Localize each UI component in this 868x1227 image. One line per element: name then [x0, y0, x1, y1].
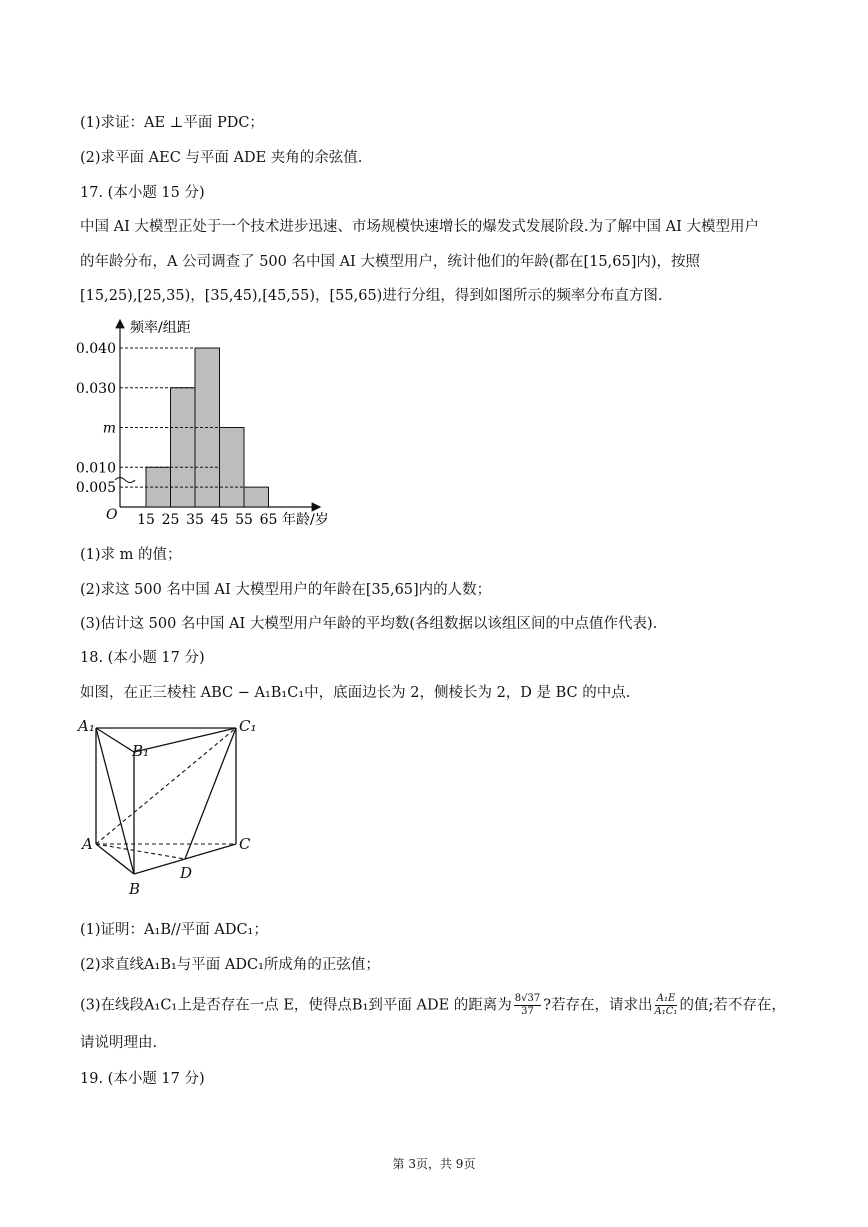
prism-svg: [76, 712, 266, 902]
label-a1: A₁: [78, 717, 95, 735]
q17-part2: (2)求这 500 名中国 AI 大模型用户的年龄在[35,65]内的人数；: [80, 582, 492, 598]
label-b: B: [129, 880, 141, 898]
q19-header: 19. (本小题 17 分): [80, 1071, 205, 1087]
page-footer: 第 3页，共 9页: [392, 1157, 476, 1171]
label-a: A: [82, 835, 93, 853]
axis-break-mark: [115, 478, 135, 483]
q18-part2: (2)求直线A₁B₁与平面 ADC₁所成角的正弦值；: [80, 957, 380, 973]
y-tick-label: 0.040: [75, 341, 116, 357]
y-tick-label: 0.005: [75, 480, 116, 497]
q18-part1: (1)证明：A₁B//平面 ADC₁；: [80, 922, 268, 938]
x-tick-label: 55: [235, 512, 253, 528]
frequency-histogram: [70, 312, 360, 532]
fraction-ratio: [655, 993, 678, 1018]
line-dc1: [185, 728, 236, 859]
fraction-distance: [514, 993, 541, 1018]
line-a1b: [96, 728, 134, 874]
x-tick-label: 65: [259, 512, 278, 528]
fraction-distance-denominator: 37: [521, 1006, 534, 1017]
prism-figure: [76, 712, 266, 902]
histogram-svg: [70, 312, 360, 532]
y-tick-label: 0.030: [75, 380, 116, 397]
y-tick-label: m: [102, 420, 116, 437]
q18-part3: [80, 993, 786, 1018]
q17-intro-line1: 中国 AI 大模型正处于一个技术进步迅速、市场规模快速增长的爆发式发展阶段.为了解中国 AI 大模型用户: [80, 219, 759, 235]
x-tick-label: 35: [186, 512, 204, 528]
label-b1: B₁: [132, 742, 150, 760]
q18-part3-line2: 请说明理由.: [80, 1035, 158, 1051]
q16-part2: (2)求平面 AEC 与平面 ADE 夹角的余弦值.: [80, 150, 363, 166]
label-c: C: [239, 835, 251, 853]
label-d: D: [180, 864, 193, 882]
q17-part1: (1)求 m 的值；: [80, 547, 182, 563]
fraction-ratio-denominator: A₁C₁: [654, 1006, 678, 1017]
histogram-x-ticks: [137, 512, 277, 528]
q18-header: 18. (本小题 17 分): [80, 650, 205, 666]
y-tick-label: 0.010: [75, 460, 116, 477]
q17-intro-line2: 的年龄分布，A 公司调查了 500 名中国 AI 大模型用户，统计他们的年龄(都在[15,65]内)，按照: [80, 254, 701, 270]
histogram-bar: [171, 388, 196, 507]
q18-part3-text-a: (3)在线段A₁C₁上是否存在一点 E，使得点B₁到平面 ADE 的距离为: [80, 997, 512, 1014]
histogram-bar: [220, 428, 245, 508]
q18-part3-text-c: 的值;若不存在，: [679, 997, 786, 1014]
x-axis-label: 年龄/岁: [282, 512, 329, 528]
q17-intro-line3: [15,25),[25,35)，[35,45),[45,55)，[55,65)进行分组，得到如图所示的频率分布直方图.: [80, 288, 663, 304]
line-ac1-hidden: [96, 728, 236, 844]
label-c1: C₁: [239, 717, 257, 735]
x-tick-label: 25: [161, 512, 180, 528]
fraction-ratio-numerator: A₁E: [655, 993, 678, 1006]
origin-label: O: [106, 507, 118, 523]
q18-intro: 如图，在正三棱柱 ABC − A₁B₁C₁中，底面边长为 2，侧棱长为 2，D 是 BC 的中点.: [80, 685, 631, 701]
histogram-bar: [244, 487, 269, 507]
q18-part3-text-b: ?若存在，请求出: [543, 997, 653, 1014]
q17-part3: (3)估计这 500 名中国 AI 大模型用户年龄的平均数(各组数据以该组区间的中点值作代表).: [80, 616, 658, 632]
fraction-distance-numerator: 8√37: [514, 993, 541, 1004]
q16-part1: (1)求证：AE ⊥平面 PDC；: [80, 115, 264, 131]
edge-ab: [96, 844, 134, 874]
x-tick-label: 45: [210, 512, 229, 528]
x-tick-label: 15: [137, 512, 155, 528]
line-ad-hidden: [96, 844, 185, 859]
q17-header: 17. (本小题 15 分): [80, 185, 205, 201]
y-axis-label: 频率/组距: [130, 320, 191, 336]
